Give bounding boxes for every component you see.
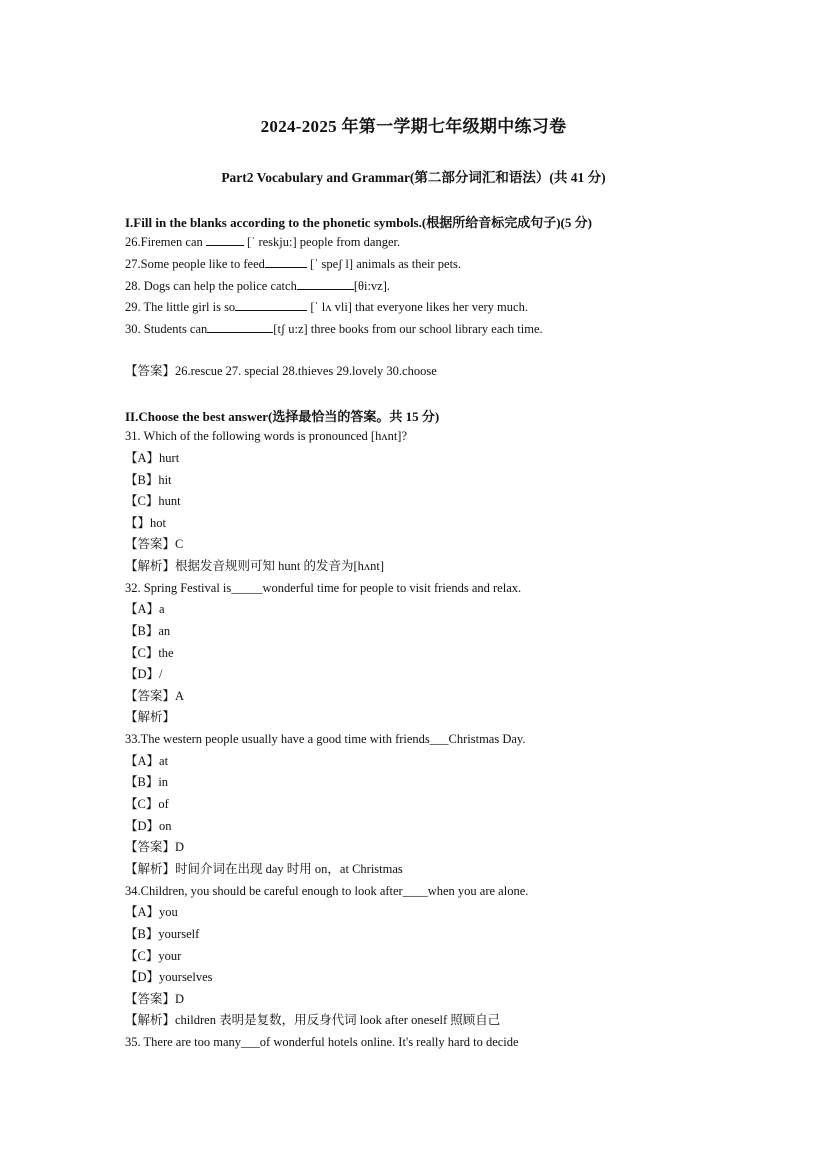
answer-blank <box>235 298 307 311</box>
line-item: 【C】the <box>125 646 174 660</box>
line-item: 【答案】D <box>125 840 185 854</box>
line-item: 【C】your <box>125 949 182 963</box>
line-item: 【解析】 <box>125 710 176 724</box>
question-text: 28. Dogs can help the police catch <box>125 279 297 293</box>
question-text: 30. Students can <box>125 322 208 336</box>
line-item: 32. Spring Festival is_____wonderful time for people to visit friends and relax. <box>125 581 522 595</box>
section1-heading: I.Fill in the blanks according to the phonetic symbols.(根据所给音标完成句子)(5 分) <box>125 215 592 230</box>
question-29 <box>125 298 528 315</box>
line-item: 【B】yourself <box>125 927 200 941</box>
line-item: 31. Which of the following words is pronounced [hʌnt]? <box>125 429 408 443</box>
line-item: 【解析】根据发音规则可知 hunt 的发音为[hʌnt] <box>125 559 385 573</box>
part-subtitle: Part2 Vocabulary and Grammar(第二部分词汇和语法）(共 41 分) <box>221 170 606 185</box>
answer-blank <box>206 233 244 246</box>
line-item: 【C】hunt <box>125 494 181 508</box>
answer-blank <box>297 277 354 290</box>
line-item: 33.The western people usually have a good time with friends___Christmas Day. <box>125 732 526 746</box>
line-item: 35. There are too many___of wonderful hotels online. It's really hard to decide <box>125 1035 519 1049</box>
answer-blank <box>207 320 273 333</box>
line-item: 【】hot <box>125 516 166 530</box>
question-28 <box>125 277 390 294</box>
line-item: 【答案】D <box>125 992 185 1006</box>
line-item: 【B】an <box>125 624 171 638</box>
question-text: [ˈ reskju:] people from danger. <box>243 235 401 249</box>
line-item: 【答案】A <box>125 689 185 703</box>
question-text: 27.Some people like to feed <box>125 257 265 271</box>
line-item: 【解析】children 表明是复数，用反身代词 look after oneself 照顾自己 <box>125 1013 501 1027</box>
line-item: 【D】yourselves <box>125 970 213 984</box>
line-item: 【A】a <box>125 602 165 616</box>
answer-blank <box>265 255 307 268</box>
section1-answer: 【答案】26.rescue 27. special 28.thieves 29.lovely 30.choose <box>125 364 437 378</box>
question-text: [ˈ speʃ l] animals as their pets. <box>306 257 462 271</box>
line-item: 【A】you <box>125 905 178 919</box>
line-item: 【D】/ <box>125 667 163 681</box>
page-title: 2024-2025 年第一学期七年级期中练习卷 <box>260 117 567 136</box>
question-text: [tʃ u:z] three books from our school library each time. <box>273 322 543 336</box>
line-item: 【A】hurt <box>125 451 180 465</box>
question-text: 29. The little girl is so <box>125 300 236 314</box>
line-item: 【答案】C <box>125 537 184 551</box>
line-item: 【B】in <box>125 775 169 789</box>
line-item: 【C】of <box>125 797 169 811</box>
question-text: [θi:vz]. <box>353 279 391 293</box>
question-text: [ˈ lʌ vli] that everyone likes her very much. <box>307 300 528 314</box>
line-item: 【A】at <box>125 754 169 768</box>
question-30 <box>125 320 543 337</box>
line-item: 【解析】时间介词在出现 day 时用 on，at Christmas <box>125 862 403 876</box>
line-item: 【B】hit <box>125 473 172 487</box>
question-text: 26.Firemen can <box>125 235 206 249</box>
question-27 <box>125 255 461 272</box>
section2-heading: II.Choose the best answer(选择最恰当的答案。共 15 分) <box>125 409 440 424</box>
line-item: 34.Children, you should be careful enough to look after____when you are alone. <box>125 884 529 898</box>
line-item: 【D】on <box>125 819 172 833</box>
question-26 <box>125 233 400 250</box>
